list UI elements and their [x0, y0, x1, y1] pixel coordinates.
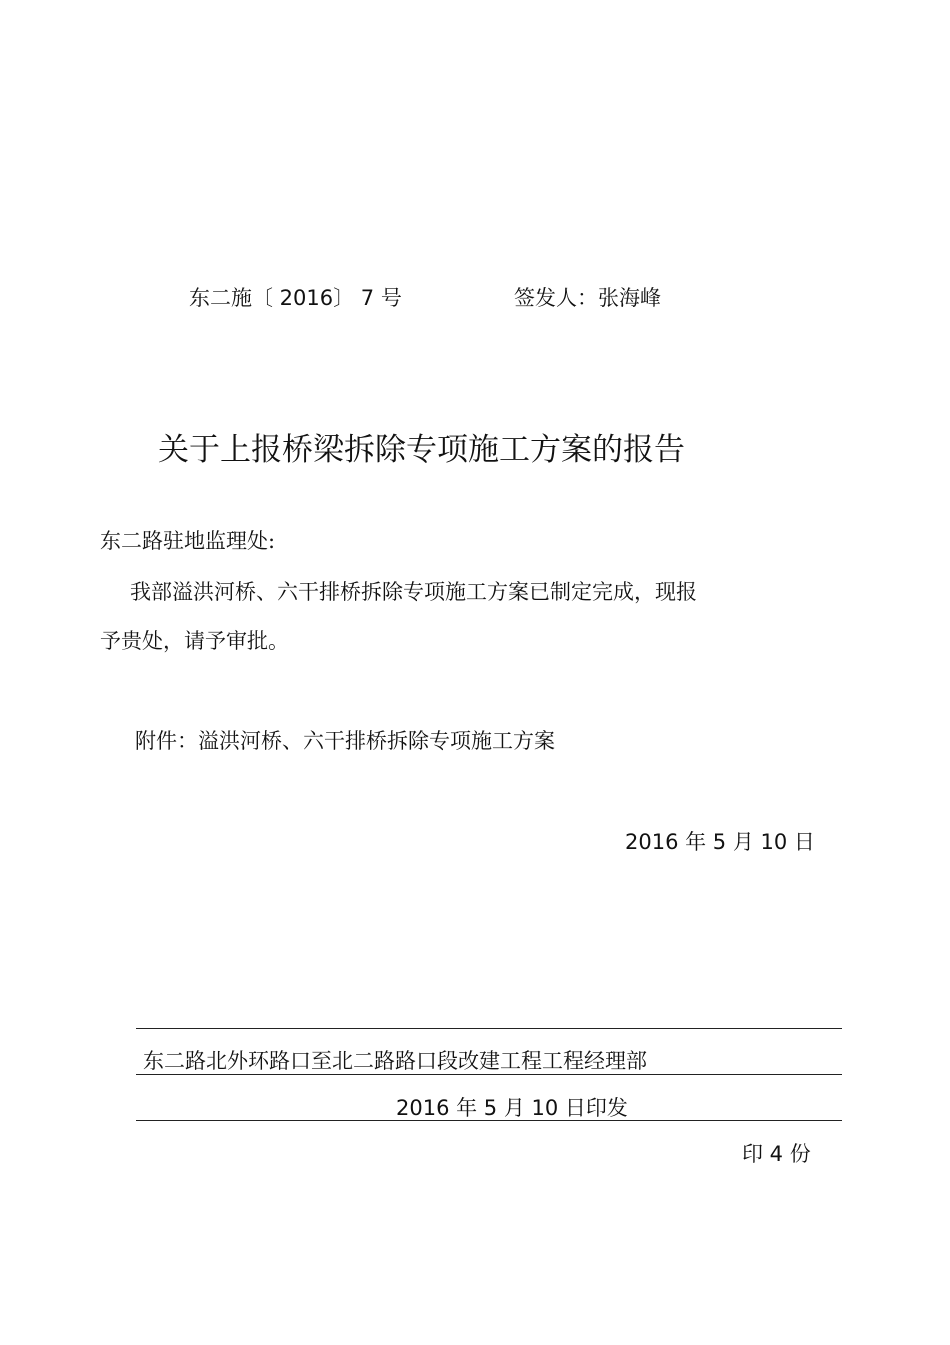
document-date: 2016 年 5 月 10 日 — [625, 830, 815, 854]
body-paragraph-line-2: 予贵处，请予审批。 — [100, 629, 289, 653]
body-paragraph-line-1: 我部溢洪河桥、六干排桥拆除专项施工方案已制定完成，现报 — [130, 580, 697, 604]
footer-rule-middle — [136, 1074, 842, 1075]
signer: 签发人：张海峰 — [514, 286, 661, 310]
document-number: 东二施〔 2016〕 7 号 — [189, 286, 402, 310]
copies-count: 印 4 份 — [742, 1142, 811, 1166]
print-date: 2016 年 5 月 10 日印发 — [396, 1096, 628, 1120]
issuing-organization: 东二路北外环路口至北二路路口段改建工程工程经理部 — [143, 1049, 647, 1073]
recipient: 东二路驻地监理处: — [100, 529, 276, 553]
footer-rule-top — [136, 1028, 842, 1029]
attachment-note: 附件：溢洪河桥、六干排桥拆除专项施工方案 — [135, 729, 555, 753]
footer-rule-bottom — [136, 1120, 842, 1121]
document-title: 关于上报桥梁拆除专项施工方案的报告 — [158, 432, 685, 468]
